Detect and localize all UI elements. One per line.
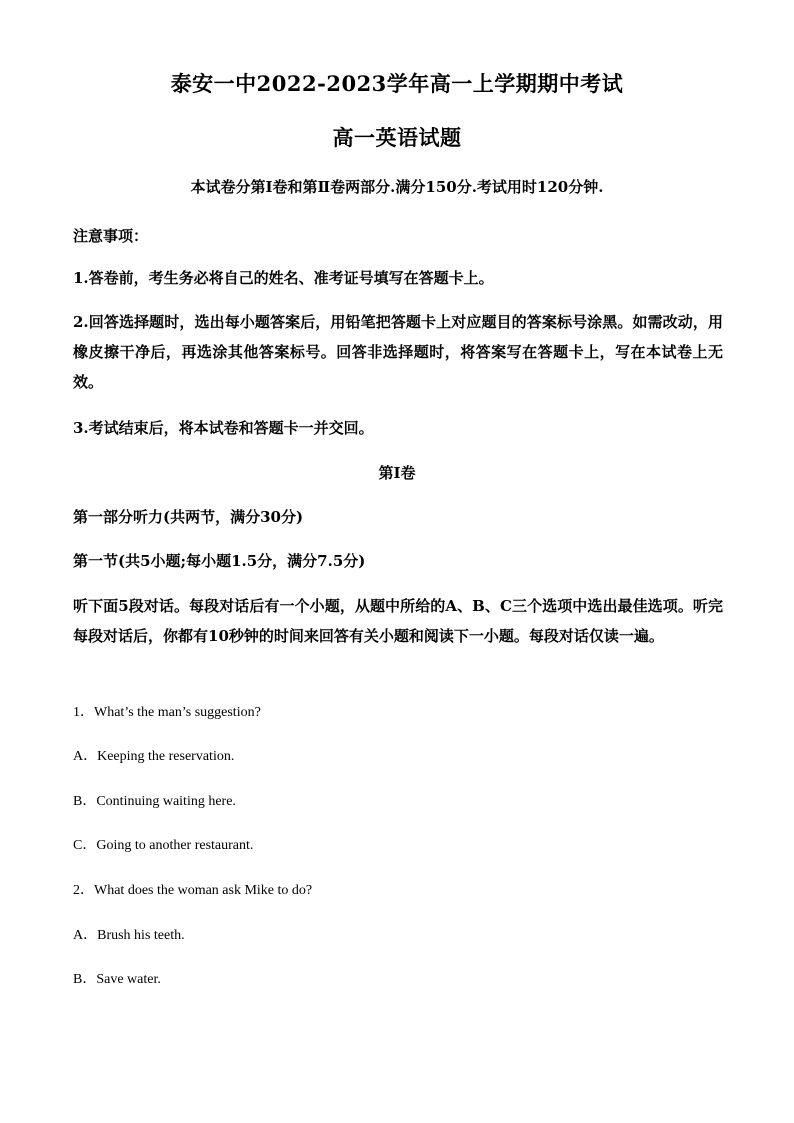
note-item-1: 1.答卷前，考生务必将自己的姓名、准考证号填写在答题卡上。 <box>73 269 494 287</box>
note-item-3: 3.考试结束后，将本试卷和答题卡一并交回。 <box>73 419 374 437</box>
question-1-option-a: A．Keeping the reservation. <box>73 749 235 764</box>
exam-intro: 本试卷分第Ⅰ卷和第Ⅱ卷两部分.满分150分.考试用时120分钟. <box>190 178 604 196</box>
question-stem-1: 1．What’s the man’s suggestion? <box>73 705 261 720</box>
question-2-option-a: A．Brush his teeth. <box>73 928 185 943</box>
question-2-option-b: B．Save water. <box>73 972 161 987</box>
listening-instructions: 听下面5段对话。每段对话后有一个小题，从题中所给的A、B、C三个选项中选出最佳选项。听完每段对话后，你都有10秒钟的时间来回答有关小题和阅读下一小题。每段对话仅读一遍。 <box>73 597 723 645</box>
question-1-option-b: B．Continuing waiting here. <box>73 794 236 809</box>
notes-heading: 注意事项： <box>73 227 149 245</box>
exam-title: 泰安一中2022-2023学年高一上学期期中考试 <box>170 71 624 96</box>
question-stem-2: 2．What does the woman ask Mike to do? <box>73 883 313 898</box>
subsection-title: 第一节(共5小题;每小题1.5分，满分7.5分) <box>73 552 366 570</box>
question-1-option-c: C．Going to another restaurant. <box>73 838 254 853</box>
section-title: 第一部分听力(共两节，满分30分) <box>73 508 304 526</box>
volume-label: 第Ⅰ卷 <box>378 464 416 482</box>
note-item-2: 2.回答选择题时，选出每小题答案后，用铅笔把答题卡上对应题目的答案标号涂黑。如需改动，用橡皮擦干净后，再选涂其他答案标号。回答非选择题时，将答案写在答题卡上，写在本试卷上无效。 <box>73 313 723 391</box>
exam-subject: 高一英语试题 <box>332 125 462 150</box>
